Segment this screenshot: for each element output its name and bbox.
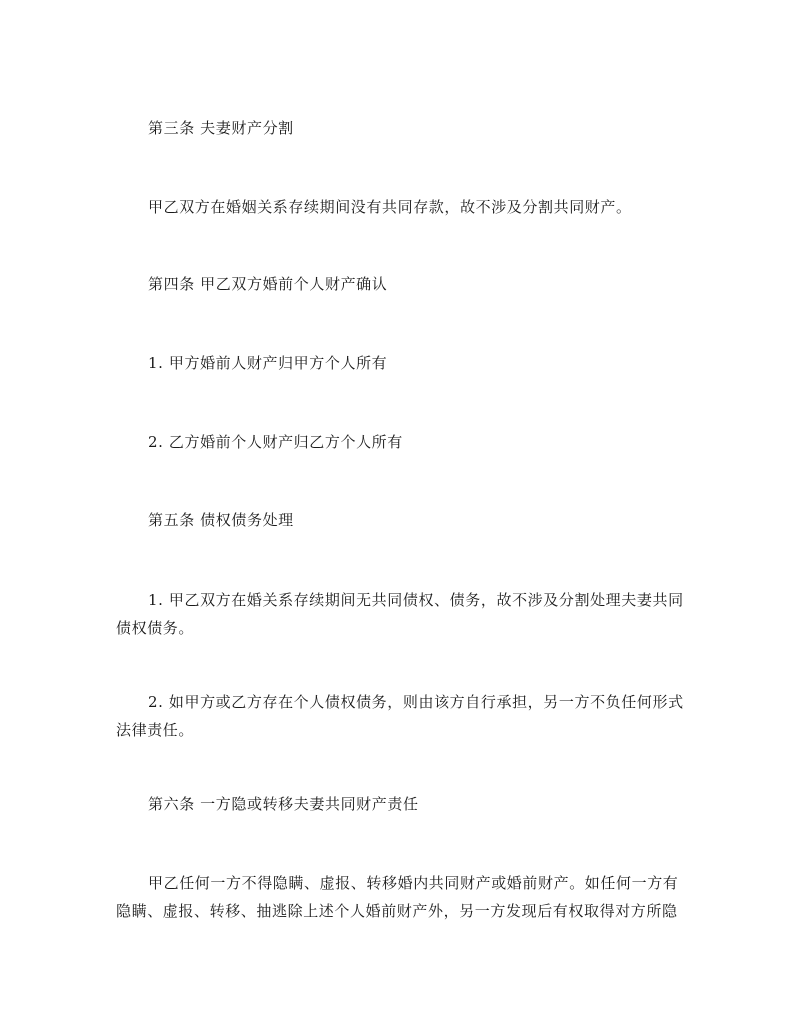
article-4-heading: 第四条 甲乙双方婚前个人财产确认 bbox=[148, 275, 388, 293]
article-5-item-1: 1. 甲乙双方在婚关系存续期间无共同债权、债务，故不涉及分割处理夫妻共同债权债务。 bbox=[116, 591, 684, 637]
article-6-heading: 第六条 一方隐或转移夫妻共同财产责任 bbox=[148, 795, 419, 813]
article-5-heading: 第五条 债权债务处理 bbox=[148, 511, 294, 529]
article-4-item-1: 1. 甲方婚前人财产归甲方个人所有 bbox=[148, 354, 388, 372]
article-4-item-2: 2. 乙方婚前个人财产归乙方个人所有 bbox=[148, 433, 403, 451]
article-3-body: 甲乙双方在婚姻关系存续期间没有共同存款，故不涉及分割共同财产。 bbox=[148, 198, 632, 216]
article-3-heading: 第三条 夫妻财产分割 bbox=[148, 119, 294, 137]
article-5-item-2: 2. 如甲方或乙方存在个人债权债务，则由该方自行承担，另一方不负任何形式法律责任。 bbox=[116, 693, 684, 739]
article-6-body: 甲乙任何一方不得隐瞒、虚报、转移婚内共同财产或婚前财产。如任何一方有隐瞒、虚报、转移、抽逃除上述个人婚前财产外，另一方发现后有权取得对方所隐 bbox=[116, 874, 679, 920]
